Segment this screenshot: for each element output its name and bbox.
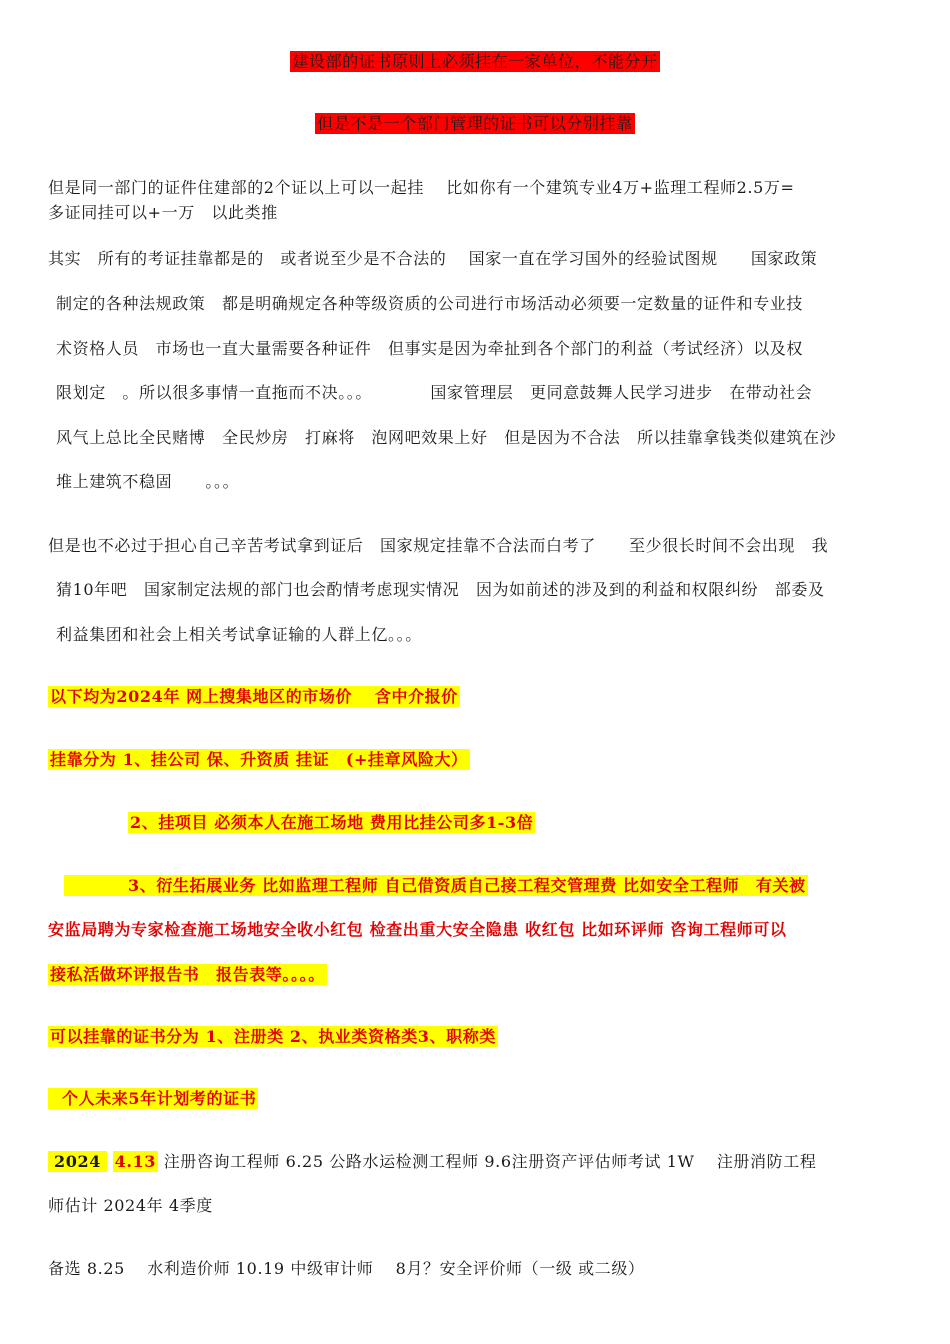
plan-line-2: 师估计 2024年 4季度 <box>48 1196 213 1215</box>
heading-1-text: 建设部的证书原则上必须挂在一家单位，不能分开 <box>292 52 658 71</box>
types-line-2 <box>128 813 535 833</box>
para1-line-1: 但是同一部门的证件住建部的2个证以上可以一起挂 比如你有一个建筑专业4万+监理工程师2.5万= <box>48 178 795 197</box>
plan-line-1 <box>48 1152 816 1172</box>
para3-line-3: 利益集团和社会上相关考试拿证输的人群上亿。。。 <box>56 625 422 644</box>
cert-types-line <box>48 1027 498 1047</box>
para2-line-6: 堆上建筑不稳固 。。。 <box>56 472 240 491</box>
types-2-text: 2、挂项目 必须本人在施工场地 费用比挂公司多1-3倍 <box>130 813 534 832</box>
plan-title-text: 个人未来5年计划考的证书 <box>48 1088 258 1109</box>
types-line-3b: 安监局聘为专家检查施工场地安全收小红包 检查出重大安全隐患 收红包 比如环评师 咨询工程师可以 <box>48 920 787 939</box>
para2-line-3: 术资格人员 市场也一直大量需要各种证件 但事实是因为牵扯到各个部门的利益（考试经济）以及权 <box>56 339 804 358</box>
types-line-3a <box>64 876 808 896</box>
notice-line <box>48 687 460 707</box>
types-3a-text: 3、衍生拓展业务 比如监理工程师 自己借资质自己接工程交管理费 比如安全工程师 有关被 <box>64 875 808 896</box>
heading-2-text: 但是不是一个部门管理的证书可以分别挂靠 <box>317 114 633 133</box>
para2-line-4: 限划定 。所以很多事情一直拖而不决。。。 国家管理层 更同意鼓舞人民学习进步 在带动社会 <box>56 383 813 402</box>
plan-year: 2024 <box>48 1151 107 1172</box>
types-3c-text: 接私活做环评报告书 报告表等。。。。 <box>50 965 325 984</box>
para1-line-2: 多证同挂可以+一万 以此类推 <box>48 203 278 222</box>
heading-1 <box>0 52 950 72</box>
types-line-3c <box>48 965 327 985</box>
plan-line-1-rest: 注册咨询工程师 6.25 公路水运检测工程师 9.6注册资产评估师考试 1W 注册消防工程 <box>163 1152 817 1171</box>
heading-2 <box>0 114 950 134</box>
plan-title-line <box>48 1089 258 1109</box>
notice-text: 以下均为2024年 网上搜集地区的市场价 含中介报价 <box>50 687 458 706</box>
types-line-1 <box>48 750 470 770</box>
para2-line-2: 制定的各种法规政策 都是明确规定各种等级资质的公司进行市场活动必须要一定数量的证件和专业技 <box>56 294 804 313</box>
backup-line: 备选 8.25 水利造价师 10.19 中级审计师 8月？安全评价师（一级 或二级） <box>48 1259 645 1278</box>
para2-line-1: 其实 所有的考证挂靠都是的 或者说至少是不合法的 国家一直在学习国外的经验试图规 国家政策 <box>48 249 818 268</box>
types-1-text: 挂靠分为 1、挂公司 保、升资质 挂证 (+挂章风险大） <box>50 750 468 769</box>
para2-line-5: 风气上总比全民赌博 全民炒房 打麻将 泡网吧效果上好 但是因为不合法 所以挂靠拿钱类似建筑在沙 <box>56 428 837 447</box>
cert-types-text: 可以挂靠的证书分为 1、注册类 2、执业类资格类3、职称类 <box>50 1027 496 1046</box>
para3-line-1: 但是也不必过于担心自己辛苦考试拿到证后 国家规定挂靠不合法而白考了 至少很长时间不会出现 我 <box>48 536 829 555</box>
plan-date: 4.13 <box>114 1152 156 1171</box>
para3-line-2: 猜10年吧 国家制定法规的部门也会酌情考虑现实情况 因为如前述的涉及到的利益和权限纠纷 部委及 <box>56 580 825 599</box>
